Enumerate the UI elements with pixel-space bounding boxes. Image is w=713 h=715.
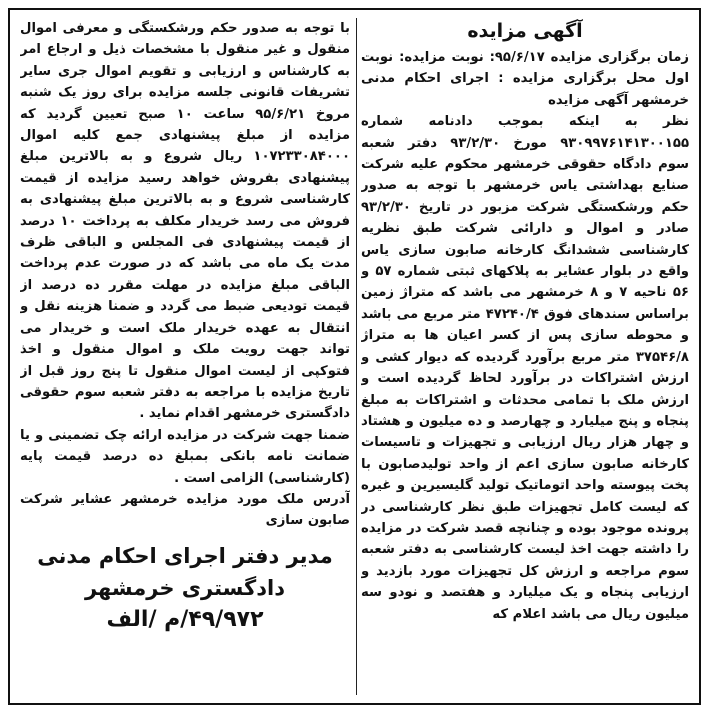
reference-number: ۴۹/۹۷۲/م /الف (106, 606, 264, 632)
property-address: آدرس ملک مورد مزایده خرمشهر عشایر شرکت صابون سازی (20, 491, 350, 529)
notice-left-column (20, 18, 350, 695)
column-divider (356, 18, 357, 695)
notice-body-left: با توجه به صدور حکم ورشکستگی و معرفی اموال منقول و غیر منقول با مشخصات ذیل و ارجاع امر به کارشناس و ارزیابی و تقویم اموال جری سایر تشریفات قانونی جلسه مزایده برای روز یک شنبه مروخ ۹۵/۶/۲۱ ساعت ۱۰ صبح تعیین گردید که مزایده از مبلغ پیشنهادی جمع کلیه اموال ۱۰۷۲۳۳۰۸۴۰۰۰ ریال شروع و به بالاترین مبلغ پیشنهادی بفروش خواهد رسید مزایده از قیمت کارشناسی شروع و به بالاترین مبلغ پیشنهادی به فروش می رسد خریدار مکلف به پرداخت ۱۰ درصد از قیمت پیشنهادی فی المجلس و الباقی ظرف مدت یک ماه می باشد که در صورت عدم پرداخت الباقی مبلغ مزایده در مهلت مقرر ده درصد از قیمت تودیعی ضبط می گردد و ضمنا هزینه نقل و انتقال به عهده خریدار ملک است و خریدار می تواند جهت رویت ملک و اموال منقول و اخذ فتوکپی از لیست اموال منقول تا پنج روز قبل از تاریخ مزایده با مراجعه به دفتر شعبه سوم حقوقی دادگستری خرمشهر اقدام نماید . (20, 21, 350, 422)
notice-right-column (361, 18, 689, 695)
signature-court: دادگستری خرمشهر (84, 575, 286, 600)
notice-title: آگهی مزایده (467, 20, 583, 42)
signature-title: مدیر دفتر اجرای احکام مدنی (37, 543, 333, 568)
auction-date-line: زمان برگزاری مزایده ۹۵/۶/۱۷: نوبت مزایده: نوبت اول محل برگزاری مزایده : اجرای احکام مدنی خرمشهر آگهی مزایده (361, 50, 689, 108)
notice-body-right: نظر به اینکه بموجب دادنامه شماره ۹۳۰۹۹۷۶۱۴۱۳۰۰۱۵۵ مورخ ۹۳/۲/۳۰ دفتر شعبه سوم دادگاه حقوقی خرمشهر محکوم علیه شرکت صنایع بهداشتی یاس خرمشهر با توجه به صدور حکم ورشکستگی شرکت مزبور در تاریخ ۹۳/۲/۳۰ صادر و اموال و دارائی شرکت طبق نظریه کارشناسی ششدانگ کارخانه صابون سازی یاس واقع در بلوار عشایر به پلاکهای ثبتی شماره ۵۷ و ۵۶ ناحیه ۷ و ۸ خرمشهر می باشد که متراژ زمین براساس سندهای فوق ۴۷۲۴۰/۴ متر مربع می باشد و محوطه سازی پس از کسر اعیان ها به متراژ ۳۷۵۴۶/۸ متر مربع برآورد گردیده که دیوار کشی و ارزش اشتراکات در برآورد لحاظ گردیده است و ارزش ملک با تمامی محدثات و اشتراکات به مبلغ پنجاه و پنج میلیارد و چهارصد و ده میلیون و هشتاد و چهار هزار ریال ارزیابی و تجهیزات و تاسیسات کارخانه صابون سازی اعم از واحد تولیدصابون با پخت پیوسته واحد اتوماتیک تولید گلیسیرین و غیره که لیست کامل تجهیزات طبق نظر کارشناسی در پرونده موجود بوده و چنانچه قصد شرکت در مزایده را داشته جهت اخذ لیست کارشناسی به دفتر شعبه سوم مراجعه و ارزش کل تجهیزات مورد بازدید و ارزیابی پنجاه و یک میلیارد و هفتصد و نودو سه میلیون ریال می باشد اعلام که (361, 114, 689, 622)
auction-notice (8, 8, 701, 705)
guarantee-paragraph: ضمنا جهت شرکت در مزایده ارائه چک تضمینی و یا ضمانت نامه بانکی بمبلغ ده درصد قیمت پایه (کارشناسی) الزامی است . (20, 427, 350, 486)
